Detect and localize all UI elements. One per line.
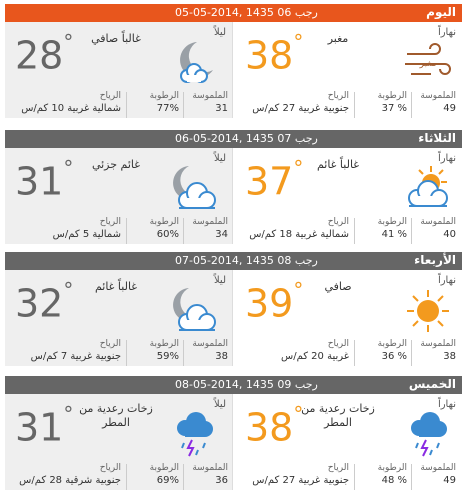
- night-panel: [5, 394, 233, 490]
- humidity-stat: الرطوبة % 48: [377, 463, 407, 486]
- divider: [411, 340, 412, 366]
- wind-stat: الرياح جنوبية غربية 7 كم/س: [30, 339, 121, 362]
- divider: [183, 218, 184, 244]
- humidity-stat: الرطوبة 59%: [149, 339, 179, 362]
- divider: [183, 92, 184, 118]
- feels-like-stat: الملموسة 31: [192, 91, 228, 114]
- feels-like-stat: الملموسة 34: [192, 217, 228, 240]
- feels-like-stat: الملموسة 49: [420, 463, 456, 486]
- humidity-stat: الرطوبة 69%: [149, 463, 179, 486]
- condition-text: صافي: [324, 280, 352, 293]
- night-label: ليلاً: [213, 275, 226, 286]
- divider: [354, 464, 355, 490]
- weather-stats: [5, 338, 232, 366]
- feels-like-stat: الملموسة 36: [192, 463, 228, 486]
- night-label: ليلاً: [213, 399, 226, 410]
- day-label: نهاراً: [437, 27, 456, 38]
- night-label: ليلاً: [213, 153, 226, 164]
- feels-like-stat: الملموسة 38: [192, 339, 228, 362]
- divider: [354, 340, 355, 366]
- condition-text: غالباً غائم: [94, 280, 138, 293]
- night-panel: [5, 22, 233, 118]
- divider: [411, 218, 412, 244]
- day-forecast-card: [5, 376, 462, 490]
- wind-stat: الرياح جنوبية غربية 27 كم/س: [252, 463, 349, 486]
- temperature: 32°: [15, 278, 74, 326]
- feels-like-stat: الملموسة 38: [420, 339, 456, 362]
- temperature: 31°: [15, 402, 74, 450]
- condition-text: غائم جزئي: [91, 158, 141, 171]
- temperature: 38°: [245, 30, 304, 78]
- divider: [411, 464, 412, 490]
- weather-stats: [5, 90, 232, 118]
- date-text: 07-05-2014, 1435 08 رجب: [175, 254, 318, 267]
- day-name: اليوم: [426, 5, 456, 19]
- svg-text:مغبر: مغبر: [419, 59, 437, 69]
- day-header: [5, 130, 462, 148]
- divider: [183, 340, 184, 366]
- feels-like-stat: الملموسة 40: [420, 217, 456, 240]
- sun-icon: [401, 286, 455, 336]
- divider: [126, 464, 127, 490]
- day-panel: [233, 148, 462, 244]
- date-text: 06-05-2014, 1435 07 رجب: [175, 132, 318, 145]
- humidity-stat: الرطوبة % 41: [377, 217, 407, 240]
- sun-cloudy-icon: [401, 164, 455, 214]
- divider: [411, 92, 412, 118]
- temperature: 37°: [245, 156, 304, 204]
- temperature: 39°: [245, 278, 304, 326]
- weather-stats: [233, 90, 462, 118]
- night-label: ليلاً: [213, 27, 226, 38]
- date-text: 08-05-2014, 1435 09 رجب: [175, 378, 318, 391]
- weather-stats: [5, 462, 232, 490]
- day-panel: [233, 22, 462, 118]
- day-name: الثلاثاء: [418, 131, 456, 145]
- day-label: نهاراً: [437, 275, 456, 286]
- wind-stat: الرياح شمالية 5 كم/س: [52, 217, 121, 240]
- temperature: 28°: [15, 30, 74, 78]
- condition-text: مغبر: [327, 32, 349, 45]
- weather-stats: [5, 216, 232, 244]
- day-forecast-card: [5, 4, 462, 118]
- condition-text: غالباً غائم: [316, 158, 360, 171]
- divider: [354, 92, 355, 118]
- moon-cloudy-icon: [167, 164, 221, 214]
- divider: [183, 464, 184, 490]
- wind-stat: الرياح جنوبية شرقية 28 كم/س: [19, 463, 121, 486]
- day-header: [5, 376, 462, 394]
- condition-text: زخات رعدية من المطر: [301, 402, 375, 429]
- humidity-stat: الرطوبة 60%: [149, 217, 179, 240]
- temperature: 31°: [15, 156, 74, 204]
- wind-stat: الرياح جنوبية غربية 27 كم/س: [252, 91, 349, 114]
- day-header: [5, 4, 462, 22]
- day-name: الأربعاء: [414, 253, 456, 267]
- moon-cloudy-icon: [167, 286, 221, 336]
- weather-stats: [233, 338, 462, 366]
- day-forecast-card: [5, 130, 462, 244]
- divider: [126, 218, 127, 244]
- moon-partly-cloudy-icon: [167, 38, 221, 88]
- night-panel: [5, 148, 233, 244]
- divider: [126, 340, 127, 366]
- day-panel: [233, 394, 462, 490]
- wind-stat: الرياح شمالية غربية 18 كم/س: [249, 217, 349, 240]
- humidity-stat: الرطوبة % 36: [377, 339, 407, 362]
- humidity-stat: الرطوبة 77%: [149, 91, 179, 114]
- weather-stats: [233, 216, 462, 244]
- thunderstorm-icon: [167, 410, 221, 460]
- temperature: 38°: [245, 402, 304, 450]
- thunderstorm-icon: [401, 410, 455, 460]
- day-header: [5, 252, 462, 270]
- day-forecast-card: [5, 252, 462, 366]
- condition-text: زخات رعدية من المطر: [79, 402, 153, 429]
- divider: [126, 92, 127, 118]
- day-label: نهاراً: [437, 153, 456, 164]
- feels-like-stat: الملموسة 49: [420, 91, 456, 114]
- day-label: نهاراً: [437, 399, 456, 410]
- weather-stats: [233, 462, 462, 490]
- condition-text: غالباً صافي: [91, 32, 141, 45]
- day-name: الخميس: [408, 377, 456, 391]
- humidity-stat: الرطوبة % 37: [377, 91, 407, 114]
- wind-stat: الرياح شمالية غربية 10 كم/س: [21, 91, 121, 114]
- wind-stat: الرياح غربية 20 كم/س: [281, 339, 349, 362]
- day-panel: [233, 270, 462, 366]
- dust-wind-icon: [401, 38, 455, 88]
- night-panel: [5, 270, 233, 366]
- divider: [354, 218, 355, 244]
- date-text: 05-05-2014, 1435 06 رجب: [175, 6, 318, 19]
